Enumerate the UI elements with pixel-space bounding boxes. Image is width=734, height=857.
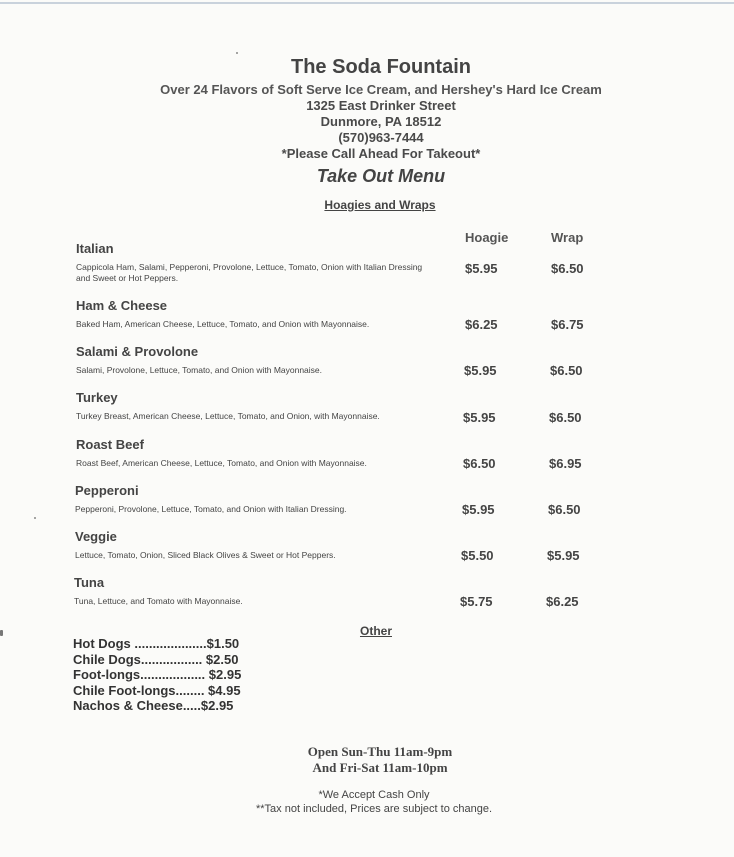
item-name: Pepperoni — [75, 483, 139, 498]
menu-item-ham-cheese — [76, 297, 716, 330]
menu-item-turkey — [76, 389, 716, 422]
menu-item-salami-provolone — [76, 343, 716, 376]
street-address: 1325 East Drinker Street — [306, 98, 456, 113]
hoagies-section-title: Hoagies and Wraps — [324, 198, 436, 212]
wrap-price: $6.50 — [551, 261, 584, 276]
tax-note: **Tax not included, Prices are subject to change. — [255, 803, 493, 815]
item-description: Roast Beef, American Cheese, Lettuce, Tomato, and Onion with Mayonnaise. — [76, 458, 367, 468]
list-item: Hot Dogs ....................$1.50 — [73, 636, 240, 651]
restaurant-name: The Soda Fountain — [291, 56, 471, 78]
list-item: Foot-longs.................. $2.95 — [73, 667, 242, 682]
list-item: Chile Dogs................. $2.50 — [73, 651, 239, 667]
hoagie-price: $5.50 — [461, 548, 494, 563]
menu-item-roast-beef — [76, 436, 716, 469]
hours-line-2: And Fri-Sat 11am-10pm — [312, 760, 448, 775]
scan-edge-mark — [0, 630, 3, 636]
city-state-zip: Dunmore, PA 18512 — [320, 114, 442, 129]
hoagie-price: $5.95 — [462, 502, 495, 517]
scan-speck — [34, 517, 36, 519]
tagline: Over 24 Flavors of Soft Serve Ice Cream, and Hershey's Hard Ice Cream — [160, 82, 602, 97]
item-name: Tuna — [74, 575, 105, 590]
menu-item-tuna — [74, 574, 714, 607]
item-name: Salami & Provolone — [76, 344, 199, 359]
hoagie-price: $6.50 — [463, 456, 496, 471]
other-items-list — [73, 636, 241, 714]
call-ahead-note: *Please Call Ahead For Takeout* — [281, 146, 481, 161]
cash-only-note: *We Accept Cash Only — [318, 789, 430, 801]
hours-line-1: Open Sun-Thu 11am-9pm — [307, 744, 453, 759]
wrap-price: $6.50 — [548, 502, 581, 517]
list-item: Chile Foot-longs........ $4.95 — [73, 682, 241, 698]
wrap-price: $5.95 — [547, 548, 580, 563]
wrap-price: $6.25 — [546, 594, 579, 609]
footer-notes — [0, 788, 734, 816]
wrap-price: $6.50 — [549, 410, 582, 425]
scan-speck — [236, 52, 238, 54]
item-name: Italian — [76, 241, 114, 256]
item-name: Turkey — [76, 390, 118, 405]
business-hours — [0, 744, 734, 776]
hoagie-price: $5.95 — [465, 261, 498, 276]
list-item: Nachos & Cheese.....$2.95 — [73, 698, 234, 713]
item-name: Veggie — [75, 529, 117, 544]
phone-number: (570)963-7444 — [338, 130, 424, 145]
item-name: Ham & Cheese — [76, 298, 168, 313]
item-description: Cappicola Ham, Salami, Pepperoni, Provolone, Lettuce, Tomato, Onion with Italian Dressing and Sweet or Hot Peppers. — [76, 262, 423, 283]
menu-item-veggie — [75, 528, 715, 561]
menu-title: Take Out Menu — [316, 166, 446, 186]
item-description: Turkey Breast, American Cheese, Lettuce, Tomato, and Onion, with Mayonnaise. — [76, 411, 380, 421]
wrap-price: $6.75 — [551, 317, 584, 332]
item-name: Roast Beef — [76, 437, 144, 452]
hoagie-price: $6.25 — [465, 317, 498, 332]
hoagie-price: $5.75 — [460, 594, 493, 609]
menu-item-pepperoni — [75, 482, 715, 515]
item-description: Baked Ham, American Cheese, Lettuce, Tomato, and Onion with Mayonnaise. — [76, 319, 370, 329]
other-section-title: Other — [359, 624, 392, 638]
wrap-price: $6.95 — [549, 456, 582, 471]
item-description: Tuna, Lettuce, and Tomato with Mayonnaise. — [74, 596, 243, 606]
item-description: Pepperoni, Provolone, Lettuce, Tomato, and Onion with Italian Dressing. — [75, 504, 347, 514]
wrap-column-header: Wrap — [551, 230, 584, 245]
item-description: Lettuce, Tomato, Onion, Sliced Black Olives & Sweet or Hot Peppers. — [75, 550, 336, 560]
item-description: Salami, Provolone, Lettuce, Tomato, and Onion with Mayonnaise. — [76, 365, 323, 375]
hoagie-price: $5.95 — [464, 363, 497, 378]
hoagie-price: $5.95 — [463, 410, 496, 425]
menu-item-italian — [76, 240, 716, 284]
hoagie-column-header: Hoagie — [465, 230, 509, 245]
menu-header — [0, 52, 734, 188]
page-top-edge — [0, 2, 734, 4]
wrap-price: $6.50 — [550, 363, 583, 378]
